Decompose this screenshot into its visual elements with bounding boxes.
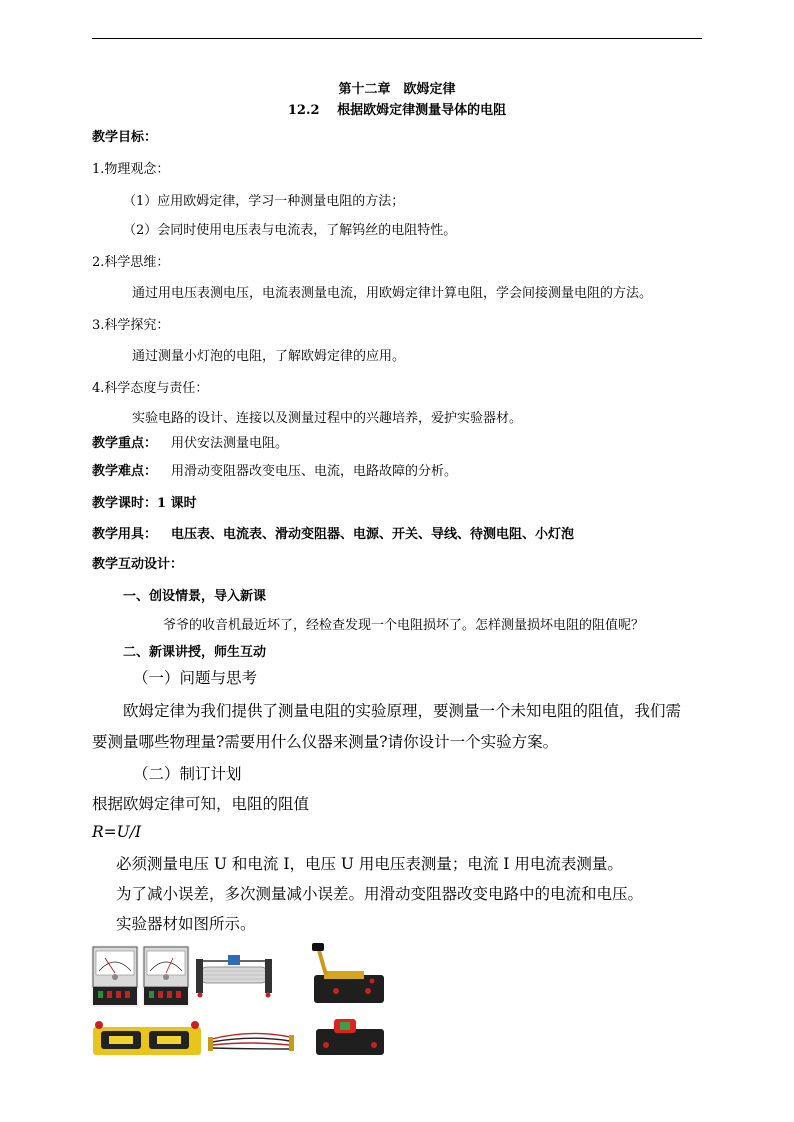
objective-2-line-1: 通过用电压表测电压，电流表测量电流，用欧姆定律计算电阻，学会间接测量电阻的方法。: [132, 286, 653, 301]
knife-switch-icon: [306, 941, 390, 1007]
objective-4-title: 4.科学态度与责任：: [92, 381, 209, 396]
section-title: 12.2 根据欧姆定律测量导体的电阻: [287, 103, 507, 118]
header-rule: [92, 38, 702, 39]
sub2-line-4: 实验器材如图所示。: [116, 915, 256, 933]
hours-text: 1 课时: [157, 496, 197, 511]
resistor-board-icon: [310, 1013, 390, 1059]
voltmeter-icon: [91, 945, 139, 1007]
difficulties-text: 用滑动变阻器改变电压、电流，电路故障的分析。: [171, 464, 458, 479]
part1-text: 爷爷的收音机最近坏了，经检查发现一个电阻损坏了。怎样测量损坏电阻的阻值呢？: [163, 618, 645, 633]
sub2-line-1: 根据欧姆定律可知，电阻的阻值: [92, 795, 310, 813]
objective-1-line-2: （2）会同时使用电压表与电流表，了解钨丝的电阻特性。: [123, 223, 457, 238]
wires-icon: [208, 1023, 294, 1059]
difficulties-label: 教学难点：: [92, 464, 158, 479]
part1-title: 一、创设情景，导入新课: [123, 589, 267, 604]
sub2-line-3: 为了减小误差，多次测量减小误差。用滑动变阻器改变电路中的电流和电压。: [116, 885, 644, 903]
sub1-title: （一）问题与思考: [133, 669, 258, 687]
hours-label: 教学课时：: [92, 496, 158, 511]
tools-label: 教学用具：: [92, 527, 158, 542]
teaching-tools: [92, 523, 574, 542]
part2-title: 二、新课讲授，师生互动: [123, 645, 267, 660]
key-points-text: 用伏安法测量电阻。: [171, 436, 289, 451]
tools-text: 电压表、电流表、滑动变阻器、电源、开关、导线、待测电阻、小灯泡: [171, 527, 575, 542]
chapter-title: 第十二章 欧姆定律: [338, 82, 456, 97]
sub2-line-2: 必须测量电压 U 和电流 I，电压 U 用电压表测量；电流 I 用电流表测量。: [116, 855, 623, 873]
objective-4-line-1: 实验电路的设计、连接以及测量过程中的兴趣培养，爱护实验器材。: [132, 411, 523, 426]
resistance-formula: R=U/I: [92, 823, 142, 841]
battery-holder-icon: [91, 1019, 203, 1059]
difficulties: [92, 460, 457, 479]
rheostat-icon: [192, 945, 276, 1007]
ammeter-icon: [142, 945, 190, 1007]
sub1-line-2: 要测量哪些物理量?需要用什么仪器来测量?请你设计一个实验方案。: [92, 733, 559, 751]
teaching-hours: [92, 492, 197, 511]
objectives-heading: 教学目标：: [92, 130, 158, 145]
objective-1-line-1: （1）应用欧姆定律，学习一种测量电阻的方法；: [123, 194, 405, 209]
key-points: [92, 432, 288, 451]
key-points-label: 教学重点：: [92, 436, 158, 451]
objective-2-title: 2.科学思维：: [92, 255, 170, 270]
objective-1-title: 1.物理观念：: [92, 162, 170, 177]
design-heading: 教学互动设计：: [92, 557, 184, 572]
sub1-line-1: 欧姆定律为我们提供了测量电阻的实验原理，要测量一个未知电阻的阻值，我们需: [123, 702, 682, 720]
objective-3-title: 3.科学探究：: [92, 318, 170, 333]
objective-3-line-1: 通过测量小灯泡的电阻，了解欧姆定律的应用。: [132, 349, 406, 364]
sub2-title: （二）制订计划: [133, 765, 242, 783]
